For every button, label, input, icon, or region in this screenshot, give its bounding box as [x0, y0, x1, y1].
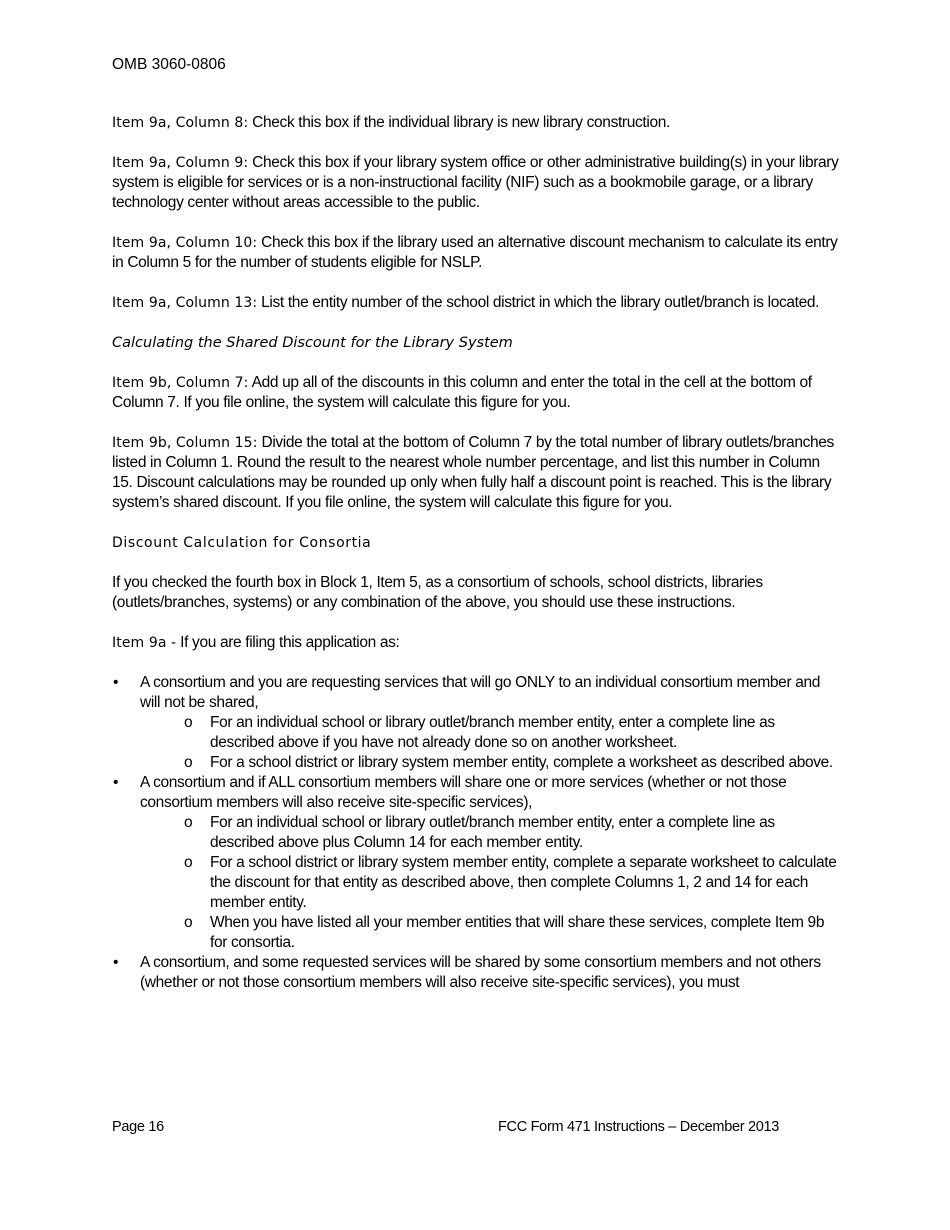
item-text: Divide the total at the bottom of Column 7 by the total number of library outlets/branches listed in Column 1. Round the result to the nearest whole number percentage, and list this number in Column 15. Discount calculations may be rounded up only when fully half a discount point is reached. This is the library system’s shared discount. If you file online, the system will calculate this figure for you.	[112, 434, 834, 511]
item-label: Item 9a, Column 13:	[112, 295, 258, 311]
item-text: If you are filing this application as:	[176, 634, 400, 651]
sub-list-item: o For a school district or library system member entity, complete a worksheet as described above.	[140, 753, 840, 773]
list-item	[112, 953, 840, 993]
consortia-intro: If you checked the fourth box in Block 1, Item 5, as a consortium of schools, school districts, libraries (outlets/branches, systems) or any combination of the above, you should use these instructions.	[112, 574, 763, 611]
item-label: Item 9b, Column 7:	[112, 375, 249, 391]
list-item	[112, 773, 840, 953]
item-label: Item 9b, Column 15:	[112, 435, 258, 451]
item-9a-col-8	[112, 113, 840, 133]
bullet-text: A consortium and you are requesting services that will go ONLY to an individual consortium member and will not be shared,	[140, 674, 821, 711]
form-footer-title: FCC Form 471 Instructions – December 2013	[498, 1119, 780, 1135]
list-item	[112, 673, 840, 773]
sub-list	[140, 713, 840, 773]
item-label: Item 9a, Column 9:	[112, 155, 249, 171]
item-text: Check this box if the library used an alternative discount mechanism to calculate its entry in Column 5 for the number of students eligible for NSLP.	[112, 234, 838, 271]
item-text: List the entity number of the school district in which the library outlet/branch is located.	[257, 294, 820, 311]
item-label: Item 9a, Column 10:	[112, 235, 258, 251]
sub-list-item: o When you have listed all your member entities that will share these services, complete Item 9b for consortia.	[140, 913, 840, 953]
item-label: Item 9a, Column 8:	[112, 115, 249, 131]
shared-discount-heading: Calculating the Shared Discount for the Library System	[112, 335, 513, 351]
item-9a-col-9	[112, 153, 840, 213]
item-text: Check this box if the individual library is new library construction.	[248, 114, 670, 131]
item-9a-col-10	[112, 233, 840, 273]
page-number: Page 16	[112, 1119, 164, 1135]
item-9b-col-15	[112, 433, 840, 513]
sub-list-item: o For an individual school or library outlet/branch member entity, enter a complete line as described above plus Column 14 for each member entity.	[140, 813, 840, 853]
document-body	[112, 113, 840, 993]
sub-list-item: o For an individual school or library outlet/branch member entity, enter a complete line as described above if you have not already done so on another worksheet.	[140, 713, 840, 753]
filing-options-list	[112, 673, 840, 993]
sub-list	[140, 813, 840, 953]
item-text: Add up all of the discounts in this column and enter the total in the cell at the bottom of Column 7. If you file online, the system will calculate this figure for you.	[112, 374, 812, 411]
item-9b-col-7	[112, 373, 840, 413]
consortia-heading: Discount Calculation for Consortia	[112, 535, 372, 551]
bullet-text: A consortium and if ALL consortium members will share one or more services (whether or not those consortium members will also receive site-specific services),	[140, 774, 787, 811]
item-text: Check this box if your library system office or other administrative building(s) in your library system is eligible for services or is a non-instructional facility (NIF) such as a bookmobile garage, or a library technology center without areas accessible to the public.	[112, 154, 839, 211]
item-9a-col-13	[112, 293, 840, 313]
item-9a-filing	[112, 633, 840, 653]
item-label: Item 9a -	[112, 635, 177, 651]
bullet-text: A consortium, and some requested services will be shared by some consortium members and not others (whether or not those consortium members will also receive site-specific services), you must	[140, 954, 821, 991]
sub-list-item: o For a school district or library system member entity, complete a separate worksheet to calculate the discount for that entity as described above, then complete Columns 1, 2 and 14 for each member entity.	[140, 853, 840, 913]
omb-number: OMB 3060-0806	[112, 56, 226, 73]
